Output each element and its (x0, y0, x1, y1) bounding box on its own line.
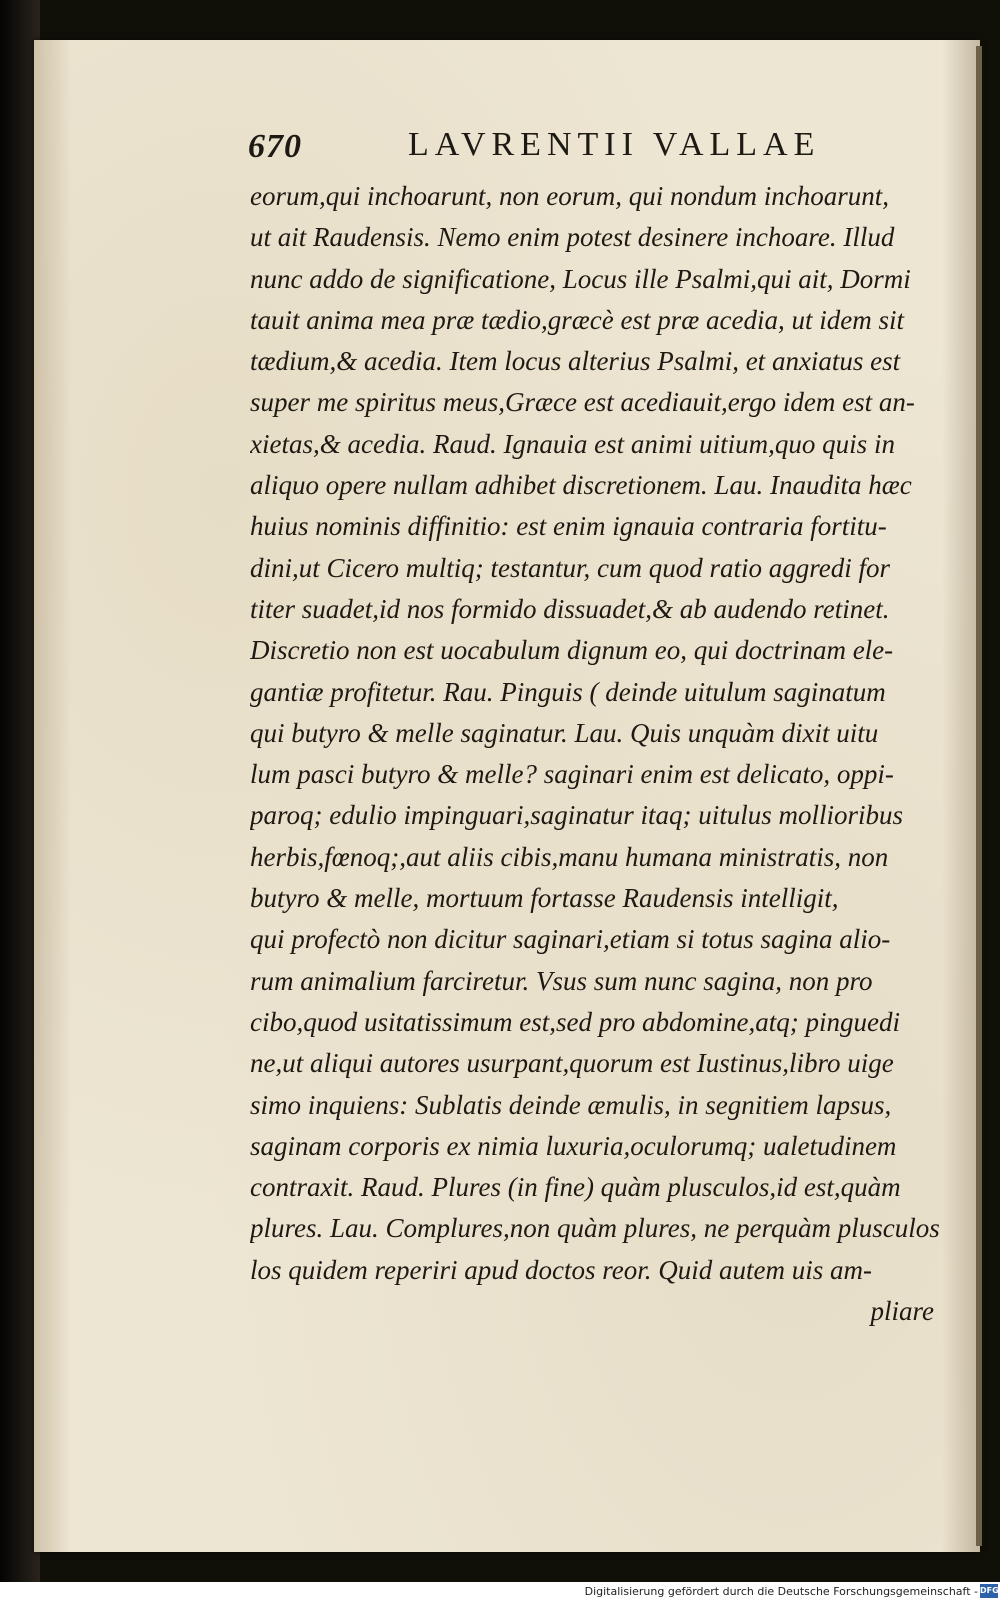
text-line: xietas,& acedia. Raud. Ignauia est animi uitium,quo quis in (250, 428, 895, 459)
text-line: qui profectò non dicitur saginari,etiam si totus sagina alio- (250, 924, 891, 955)
text-line: qui butyro & melle saginatur. Lau. Quis unquàm dixit uitu (250, 717, 879, 748)
dfg-logo-icon: DFG (980, 1584, 998, 1598)
text-line: ne,ut aliqui autores usurpant,quorum est Iustinus,libro uige (250, 1048, 894, 1079)
text-line: Discretio non est uocabulum dignum eo, qui doctrinam ele- (250, 635, 894, 666)
page-number: 670 (248, 128, 302, 165)
text-line: rum animalium farciretur. Vsus sum nunc sagina, non pro (250, 965, 873, 996)
text-line: butyro & melle, mortuum fortasse Raudensis intelligit, (250, 883, 839, 914)
text-line: saginam corporis ex nimia luxuria,oculorumq; ualetudinem (250, 1130, 897, 1161)
text-line: tædium,& acedia. Item locus alterius Psalmi, et anxiatus est (250, 346, 901, 377)
running-head: LAVRENTII VALLAE (408, 126, 821, 163)
page-header (248, 126, 848, 172)
text-line: paroq; edulio impinguari,saginatur itaq; uitulus mollioribus (250, 800, 904, 831)
text-line: contraxit. Raud. Plures (in fine) quàm plusculos,id est,quàm (250, 1172, 901, 1203)
text-line: cibo,quod usitatissimum est,sed pro abdomine,atq; pinguedi (250, 1006, 900, 1037)
text-line: tauit anima mea præ tædio,græcè est præ acedia, ut idem sit (250, 304, 904, 335)
text-line: gantiæ profitetur. Rau. Pinguis ( deinde uitulum saginatum (250, 676, 886, 707)
text-line: huius nominis diffinitio: est enim ignauia contraria fortitu- (250, 511, 887, 542)
text-line: nunc addo de significatione, Locus ille Psalmi,qui ait, Dormi (250, 263, 911, 294)
page-edge (976, 46, 982, 1546)
text-line: dini,ut Cicero multiq; testantur, cum quod ratio aggredi for (250, 552, 890, 583)
funding-credit: Digitalisierung gefördert durch die Deutsche Forschungsgemeinschaft - (584, 1585, 978, 1598)
text-line: los quidem reperiri apud doctos reor. Quid autem uis am- (250, 1254, 872, 1285)
text-line: super me spiritus meus,Græce est acediauit,ergo idem est an- (250, 387, 915, 418)
text-block (250, 176, 940, 1332)
text-line: aliquo opere nullam adhibet discretionem. Lau. Inaudita hæc (250, 470, 912, 501)
text-line: simo inquiens: Sublatis deinde æmulis, in segnitiem lapsus, (250, 1089, 892, 1120)
text-line: plures. Lau. Complures,non quàm plures, ne perquàm plusculos (250, 1213, 940, 1244)
text-line: herbis,fœnoq;,aut aliis cibis,manu humana ministratis, non (250, 841, 889, 872)
text-line: eorum,qui inchoarunt, non eorum, qui nondum inchoarunt, (250, 181, 889, 211)
catchword: pliare (870, 1296, 934, 1327)
text-line: ut ait Raudensis. Nemo enim potest desinere inchoare. Illud (250, 222, 895, 253)
text-line: lum pasci butyro & melle? saginari enim est delicato, oppi- (250, 759, 894, 790)
text-line: titer suadet,id nos formido dissuadet,& ab audendo retinet. (250, 593, 890, 624)
